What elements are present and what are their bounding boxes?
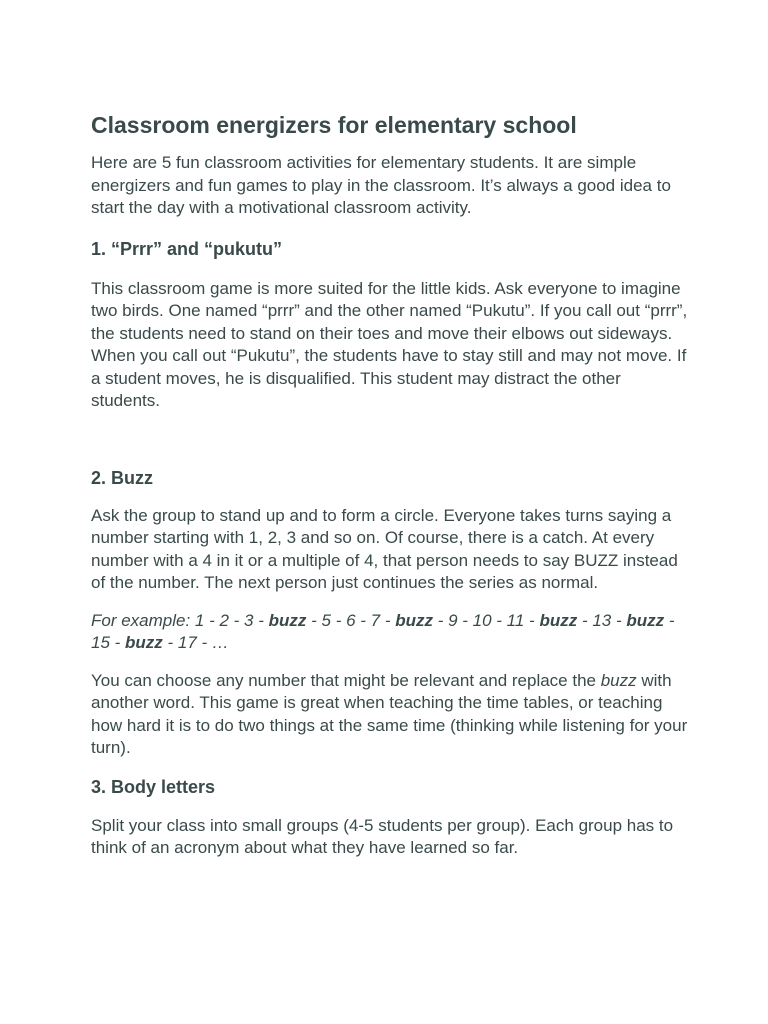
example-buzz: buzz [626, 610, 665, 630]
example-buzz: buzz [539, 610, 578, 630]
example-text: - 17 - … [162, 633, 229, 652]
intro-paragraph: Here are 5 fun classroom activities for elementary students. It are simple energizers and fun games to play in the classroom. It’s always a good idea to start the day with a motivational classroom activity. [91, 153, 671, 217]
section-body-body-letters: Split your class into small groups (4-5 students per group). Each group has to think of an acronym about what they have learned so far. [91, 815, 674, 857]
buzz-example [91, 610, 691, 655]
more-text: You can choose any number that might be relevant and replace the [91, 670, 601, 690]
article-content [91, 110, 691, 860]
section-body-prrr-pukutu: This classroom game is more suited for the little kids. Ask everyone to imagine two birds. One named “prrr” and the other named “Pukutu”. If you call out “prrr”, the students need to stand on their toes and move their elbows out sideways. When you call out “Pukutu”, the students have to stay still and may not move. If a student moves, he is disqualified. This student may distract the other students. [91, 278, 688, 410]
more-emphasis: buzz [600, 670, 637, 690]
example-buzz: buzz [268, 610, 307, 630]
example-text: - 13 - [577, 610, 627, 630]
example-text: - 5 - 6 - 7 - [306, 610, 396, 630]
example-buzz: buzz [395, 610, 433, 630]
example-text: - 9 - 10 - 11 - [432, 610, 540, 630]
example-text: - 15 - [91, 610, 675, 652]
section-heading-buzz: 2. Buzz [91, 467, 154, 488]
page-title: Classroom energizers for elementary school [91, 112, 577, 138]
section-more-buzz [91, 670, 691, 760]
section-heading-prrr-pukutu: 1. “Prrr” and “pukutu” [91, 238, 283, 259]
example-buzz: buzz [125, 633, 163, 652]
example-text: For example: 1 - 2 - 3 - [91, 610, 269, 630]
section-body-buzz: Ask the group to stand up and to form a circle. Everyone takes turns saying a number starting with 1, 2, 3 and so on. Of course, there is a catch. At every number with a 4 in it or a multiple of 4, that person needs to say BUZZ instead of the number. The next person just continues the series as normal. [91, 505, 678, 592]
section-heading-body-letters: 3. Body letters [91, 776, 216, 797]
more-text: with another word. This game is great when teaching the time tables, or teaching how hard it is to do two things at the same time (thinking while listening for your turn). [91, 670, 688, 757]
